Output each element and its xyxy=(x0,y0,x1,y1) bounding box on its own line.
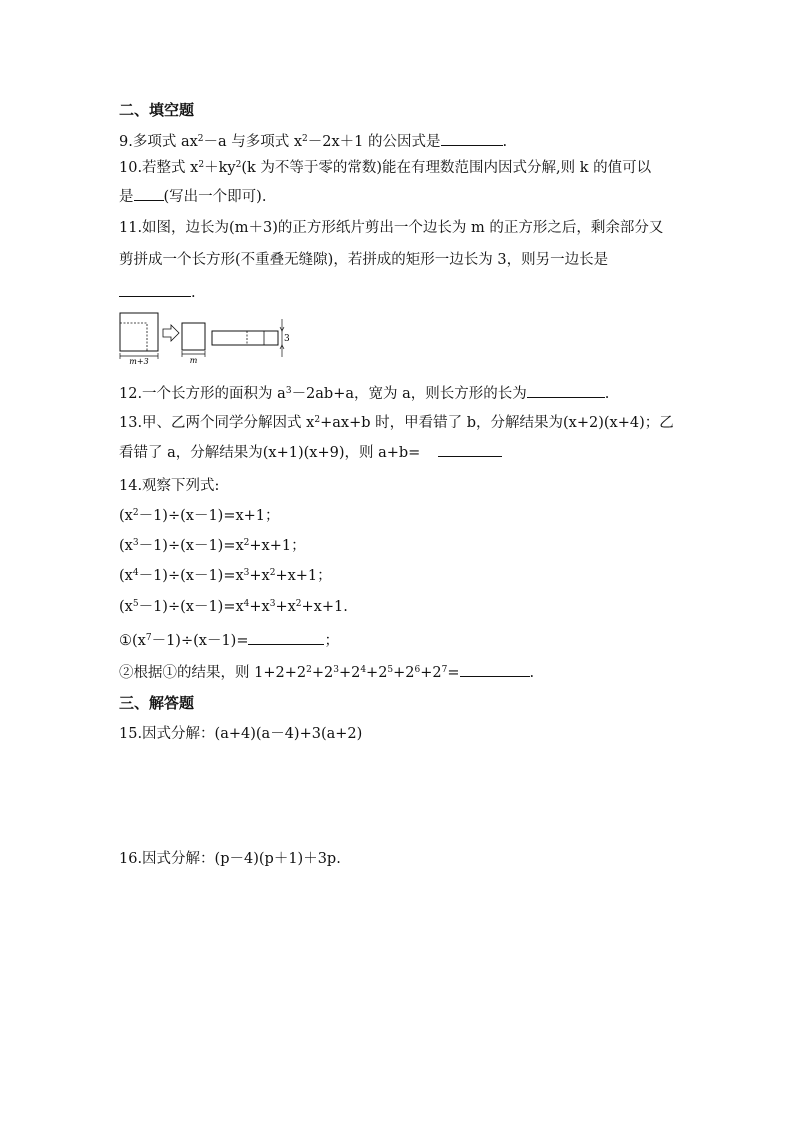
label-m-plus-3: m+3 xyxy=(129,357,149,366)
question-11-figure xyxy=(119,309,294,371)
answer-blank[interactable] xyxy=(438,442,502,457)
answer-blank[interactable] xyxy=(460,662,530,677)
answer-blank[interactable] xyxy=(134,186,164,201)
question-14-row-3: $(x^4-1)\div(x-1)=x^3+x^2+x+1$； xyxy=(119,568,332,584)
small-square xyxy=(182,323,205,350)
question-10-line-1: 10.若整式 $x^2+ky^2(k$ 为不等于零的常数)能在有理数范围内因式分解,则 k 的值可以 xyxy=(119,160,652,176)
question-14-row-1: $(x^2-1)\div(x-1)=x+1$； xyxy=(119,508,280,524)
question-12: 12.一个长方形的面积为 $a^3-2ab+a$，宽为 a，则长方形的长为 . xyxy=(119,383,609,404)
section-title-fill-blank: 二、填空题 xyxy=(119,101,195,119)
question-9: 9.多项式 $ax^2-a$ 与多项式 $x^2-2x+1$ 的公因式是 . xyxy=(119,131,507,152)
question-11-line-3: . xyxy=(119,282,196,303)
question-13-line-2: 看错了 a，分解结果为(x+1)(x+9)，则 a+b= xyxy=(119,442,502,463)
question-10-line-2: 是 (写出一个即可). xyxy=(119,186,266,207)
arrow-icon xyxy=(163,325,179,341)
question-16: 16.因式分解：(p－4)(p＋1)＋3p. xyxy=(119,851,341,867)
label-m: m xyxy=(189,356,198,365)
question-14-row-4: $(x^5-1)\div(x-1)=x^4+x^3+x^2+x+1$. xyxy=(119,599,348,615)
answer-blank[interactable] xyxy=(441,131,503,146)
long-rectangle xyxy=(212,331,278,345)
label-3: 3 xyxy=(284,334,290,344)
question-15: 15.因式分解：(a+4)(a－4)+3(a+2) xyxy=(119,726,363,742)
question-13-line-1: 13.甲、乙两个同学分解因式 $x^2+ax+b$ 时，甲看错了 b，分解结果为(x+2)(x+4)；乙 xyxy=(119,415,674,431)
question-11-line-1: 11.如图，边长为(m＋3)的正方形纸片剪出一个边长为 m 的正方形之后，剩余部分又 xyxy=(119,220,664,236)
question-11-line-2: 剪拼成一个长方形(不重叠无缝隙)，若拼成的矩形一边长为 3，则另一边长是 xyxy=(119,252,609,268)
answer-blank[interactable] xyxy=(248,630,324,645)
question-14-part-1: $①(x^7-1)\div(x-1)=$ ； xyxy=(119,630,339,651)
answer-blank[interactable] xyxy=(527,383,605,398)
cut-line xyxy=(120,323,147,351)
question-14-title: 14.观察下列式: xyxy=(119,478,220,494)
question-14-row-2: $(x^3-1)\div(x-1)=x^2+x+1$； xyxy=(119,538,306,554)
question-14-part-2: ②根据①的结果，则 $1+2+2^2+2^3+2^4+2^5+2^6+2^7=$ . xyxy=(119,662,534,683)
section-title-answer: 三、解答题 xyxy=(119,694,195,712)
answer-blank[interactable] xyxy=(119,282,191,297)
large-square xyxy=(120,313,158,351)
